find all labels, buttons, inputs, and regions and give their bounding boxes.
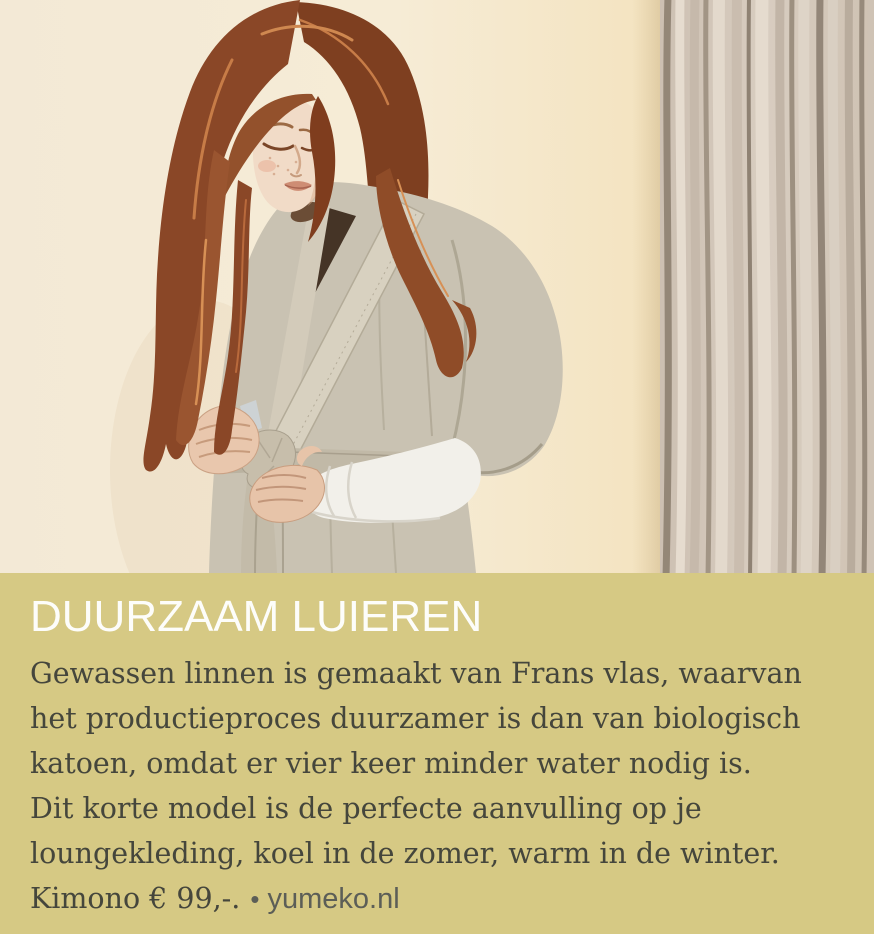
caption-block	[0, 573, 874, 934]
body-line: katoen, omdat er vier keer minder water nodig is.	[30, 747, 752, 780]
headline: DUURZAAM LUIEREN	[30, 592, 483, 641]
blush	[258, 160, 276, 172]
wall-curtain-shadow	[632, 0, 662, 573]
body-line: het productieproces duurzamer is dan van biologisch	[30, 702, 801, 735]
curtain	[660, 0, 874, 573]
body-line: Dit korte model is de perfecte aanvulling op je	[30, 792, 702, 825]
price-line	[30, 876, 844, 926]
bullet-separator: •	[250, 884, 260, 914]
website-link[interactable]: yumeko.nl	[267, 883, 400, 915]
body-line: Gewassen linnen is gemaakt van Frans vlas, waarvan	[30, 657, 802, 690]
price: Kimono € 99,-.	[30, 882, 241, 915]
body-line: loungekleding, koel in de zomer, warm in de winter.	[30, 837, 780, 870]
